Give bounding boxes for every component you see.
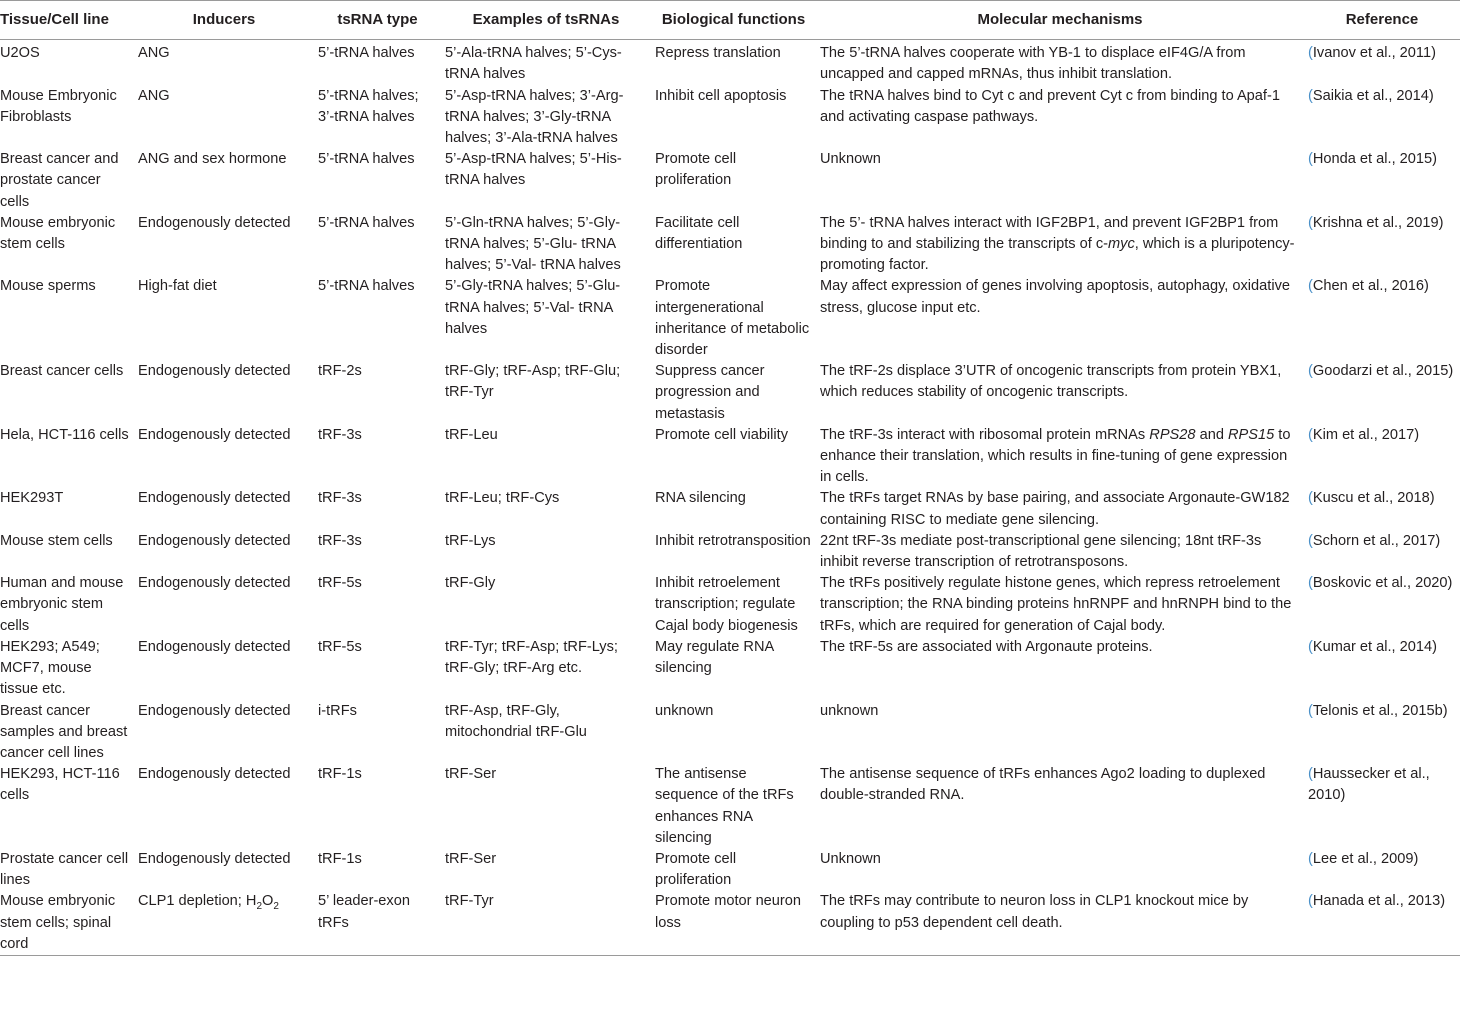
reference-link[interactable]: Kim et al., 2017: [1312, 426, 1415, 443]
table-row: [0, 276, 1460, 361]
cell-examples: tRF-Ser: [445, 766, 497, 783]
cell-inducers: Endogenously detected: [138, 490, 291, 507]
table-row: [0, 488, 1460, 530]
cell-tissue: Mouse embryonic stem cells; spinal cord: [0, 893, 116, 952]
cell-inducers: Endogenously detected: [138, 214, 291, 231]
cell-inducers: High-fat diet: [138, 278, 217, 295]
cell-reference[interactable]: (Telonis et al., 2015b): [1308, 702, 1448, 719]
reference-link[interactable]: Chen et al., 2016: [1312, 278, 1425, 295]
cell-reference[interactable]: (Kim et al., 2017): [1308, 426, 1420, 443]
cell-type: tRF-1s: [318, 850, 362, 867]
cell-inducers: Endogenously detected: [138, 363, 291, 380]
cell-reference[interactable]: (Kumar et al., 2014): [1308, 638, 1438, 655]
cell-type: tRF-1s: [318, 766, 362, 783]
table-row: [0, 701, 1460, 765]
cell-examples: tRF-Tyr: [445, 893, 494, 910]
cell-functions: Suppress cancer progression and metastasis: [655, 363, 765, 422]
cell-tissue: HEK293, HCT-116 cells: [0, 766, 120, 804]
cell-examples: 5’-Gly-tRNA halves; 5’-Glu-tRNA halves; 5’-Val- tRNA halves: [445, 278, 621, 337]
cell-reference[interactable]: (Hanada et al., 2013): [1308, 893, 1446, 910]
cell-reference[interactable]: (Goodarzi et al., 2015): [1308, 363, 1454, 380]
cell-type: tRF-5s: [318, 575, 362, 592]
cell-mechanisms: Unknown: [820, 850, 881, 867]
cell-functions: unknown: [655, 702, 714, 719]
cell-functions: RNA silencing: [655, 490, 746, 507]
cell-functions: Inhibit cell apoptosis: [655, 87, 787, 104]
cell-type: tRF-2s: [318, 363, 362, 380]
cell-type: i-tRFs: [318, 702, 357, 719]
cell-type: 5’-tRNA halves: [318, 151, 415, 168]
reference-link[interactable]: Kuscu et al., 2018: [1312, 490, 1430, 507]
reference-link[interactable]: Telonis et al., 2015b: [1312, 702, 1443, 719]
cell-tissue: Mouse embryonic stem cells: [0, 214, 116, 253]
cell-functions: Inhibit retroelement transcription; regulate Cajal body biogenesis: [655, 575, 798, 634]
cell-examples: tRF-Lys: [445, 532, 496, 549]
cell-tissue: Human and mouse embryonic stem cells: [0, 575, 124, 634]
table-row: [0, 573, 1460, 637]
cell-functions: May regulate RNA silencing: [655, 638, 774, 677]
cell-inducers: Endogenously detected: [138, 532, 291, 549]
reference-link[interactable]: Haussecker et al., 2010: [1308, 766, 1430, 804]
cell-mechanisms: The tRF-2s displace 3’UTR of oncogenic transcripts from protein YBX1, which reduces stability of oncogenic transcripts.: [820, 363, 1282, 401]
reference-link[interactable]: Lee et al., 2009: [1312, 850, 1414, 867]
cell-examples: 5’-Asp-tRNA halves; 5’-His-tRNA halves: [445, 151, 622, 189]
cell-type: tRF-5s: [318, 638, 362, 655]
cell-functions: Promote motor neuron loss: [655, 893, 802, 931]
cell-inducers: Endogenously detected: [138, 850, 291, 867]
cell-inducers: Endogenously detected: [138, 766, 291, 783]
cell-examples: tRF-Gly: [445, 575, 496, 592]
cell-mechanisms: The tRFs positively regulate histone genes, which repress retroelement transcription; the RNA binding proteins hnRNPF and hnRNPH bind to the tRFs, which are required for generation of Cajal body.: [820, 575, 1292, 634]
cell-inducers: CLP1 depletion; $H_2O_2$: [138, 893, 279, 913]
cell-reference[interactable]: (Honda et al., 2015): [1308, 151, 1438, 168]
cell-reference[interactable]: (Saikia et al., 2014): [1308, 87, 1434, 104]
cell-reference[interactable]: (Schorn et al., 2017): [1308, 532, 1441, 549]
table-row: [0, 531, 1460, 573]
cell-tissue: U2OS: [0, 45, 40, 62]
cell-tissue: Mouse stem cells: [0, 532, 113, 549]
cell-examples: 5’-Asp-tRNA halves; 3’-Arg-tRNA halves; 3’-Gly-tRNA halves; 3’-Ala-tRNA halves: [445, 87, 624, 147]
table-row: [0, 637, 1460, 701]
cell-mechanisms: The tRF-5s are associated with Argonaute proteins.: [820, 638, 1153, 655]
cell-reference[interactable]: (Kuscu et al., 2018): [1308, 490, 1435, 507]
table-row: [0, 764, 1460, 849]
cell-type: tRF-3s: [318, 532, 362, 549]
cell-examples: 5’-Gln-tRNA halves; 5’-Gly-tRNA halves; 5’-Glu- tRNA halves; 5’-Val- tRNA halves: [445, 214, 621, 274]
cell-inducers: ANG and sex hormone: [138, 151, 287, 168]
reference-link[interactable]: Goodarzi et al., 2015: [1312, 363, 1449, 380]
cell-mechanisms: The 5’-tRNA halves cooperate with YB-1 to displace eIF4G/A from uncapped and capped mRNAs, thus inhibit translation.: [820, 45, 1246, 83]
table-row: [0, 213, 1460, 277]
table-header-row: [0, 1, 1460, 40]
table-row: [0, 86, 1460, 150]
cell-functions: Facilitate cell differentiation: [655, 214, 743, 253]
cell-examples: 5’-Ala-tRNA halves; 5’-Cys-tRNA halves: [445, 45, 622, 83]
cell-inducers: Endogenously detected: [138, 426, 291, 443]
header-functions: Biological functions: [661, 11, 806, 28]
cell-type: 5’-tRNA halves: [318, 214, 415, 231]
cell-inducers: Endogenously detected: [138, 702, 291, 719]
cell-inducers: ANG: [138, 45, 170, 62]
cell-tissue: Mouse Embryonic Fibroblasts: [0, 87, 117, 125]
cell-mechanisms: The tRFs target RNAs by base pairing, and associate Argonaute-GW182 containing RISC to mediate gene silencing.: [820, 490, 1290, 528]
cell-type: 5’ leader-exon tRFs: [318, 893, 410, 931]
cell-type: 5’-tRNA halves; 3’-tRNA halves: [318, 87, 419, 125]
reference-link[interactable]: Hanada et al., 2013: [1312, 893, 1441, 910]
reference-link[interactable]: Boskovic et al., 2020: [1312, 575, 1448, 592]
cell-functions: Promote intergenerational inheritance of metabolic disorder: [655, 278, 810, 359]
header-tissue: Tissue/Cell line: [0, 11, 109, 28]
cell-inducers: ANG: [138, 87, 170, 104]
cell-functions: Promote cell viability: [655, 426, 789, 443]
cell-examples: tRF-Ser: [445, 850, 497, 867]
reference-link[interactable]: Krishna et al., 2019: [1312, 214, 1439, 231]
cell-tissue: Breast cancer samples and breast cancer cell lines: [0, 702, 128, 761]
cell-tissue: Breast cancer cells: [0, 363, 124, 380]
table-row: [0, 40, 1460, 86]
cell-reference[interactable]: (Krishna et al., 2019): [1308, 214, 1444, 231]
reference-link[interactable]: Kumar et al., 2014: [1312, 638, 1433, 655]
cell-reference[interactable]: (Ivanov et al., 2011): [1308, 45, 1436, 62]
header-inducers: Inducers: [192, 11, 256, 28]
cell-type: 5’-tRNA halves: [318, 278, 415, 295]
cell-examples: tRF-Asp, tRF-Gly, mitochondrial tRF-Glu: [445, 702, 587, 740]
reference-link[interactable]: Saikia et al., 2014: [1312, 87, 1429, 104]
cell-reference[interactable]: (Haussecker et al., 2010): [1308, 766, 1430, 804]
cell-mechanisms: The tRFs may contribute to neuron loss in CLP1 knockout mice by coupling to p53 dependent cell death.: [820, 893, 1249, 931]
cell-reference[interactable]: (Boskovic et al., 2020): [1308, 575, 1453, 592]
table-row: [0, 425, 1460, 489]
cell-tissue: HEK293T: [0, 490, 64, 507]
header-tsrna-type: tsRNA type: [337, 11, 418, 28]
cell-tissue: Mouse sperms: [0, 278, 96, 295]
cell-inducers: Endogenously detected: [138, 638, 291, 655]
cell-mechanisms: The tRNA halves bind to Cyt c and prevent Cyt c from binding to Apaf-1 and activating caspase pathways.: [820, 87, 1280, 125]
cell-tissue: Hela, HCT-116 cells: [0, 426, 129, 443]
table-row: [0, 849, 1460, 891]
cell-examples: tRF-Leu; tRF-Cys: [445, 490, 560, 507]
cell-mechanisms: Unknown: [820, 151, 881, 168]
cell-functions: The antisense sequence of the tRFs enhances RNA silencing: [655, 766, 794, 846]
cell-tissue: Breast cancer and prostate cancer cells: [0, 151, 119, 210]
cell-reference[interactable]: (Chen et al., 2016): [1308, 278, 1429, 295]
reference-link[interactable]: Ivanov et al., 2011: [1312, 45, 1432, 62]
reference-link[interactable]: Honda et al., 2015: [1312, 151, 1433, 168]
cell-type: 5’-tRNA halves: [318, 45, 415, 62]
cell-mechanisms: The antisense sequence of tRFs enhances Ago2 loading to duplexed double-stranded RNA.: [820, 766, 1266, 804]
cell-functions: Promote cell proliferation: [655, 151, 737, 189]
cell-inducers: Endogenously detected: [138, 575, 291, 592]
table-row: [0, 361, 1460, 425]
cell-mechanisms: 22nt tRF-3s mediate post-transcriptional gene silencing; 18nt tRF-3s inhibit reverse transcription of retrotransposons.: [820, 532, 1262, 571]
cell-functions: Promote cell proliferation: [655, 850, 737, 889]
cell-mechanisms: unknown: [820, 702, 879, 719]
cell-examples: tRF-Gly; tRF-Asp; tRF-Glu; tRF-Tyr: [445, 363, 621, 401]
cell-tissue: HEK293; A549; MCF7, mouse tissue etc.: [0, 638, 100, 698]
header-mechanisms: Molecular mechanisms: [977, 11, 1143, 28]
table-row: [0, 891, 1460, 955]
reference-link[interactable]: Schorn et al., 2017: [1312, 532, 1436, 549]
cell-mechanisms: The 5’- tRNA halves interact with IGF2BP1, and prevent IGF2BP1 from binding to and stabilizing the transcripts of c-myc, which is a pluripotency-promoting factor.: [820, 214, 1295, 274]
cell-functions: Inhibit retrotransposition: [655, 532, 811, 549]
cell-mechanisms: The tRF-3s interact with ribosomal protein mRNAs RPS28 and RPS15 to enhance their translation, which results in fine-tuning of gene expression in cells.: [820, 426, 1291, 486]
cell-reference[interactable]: (Lee et al., 2009): [1308, 850, 1419, 867]
cell-mechanisms: May affect expression of genes involving apoptosis, autophagy, oxidative stress, glucose input etc.: [820, 278, 1290, 316]
cell-tissue: Prostate cancer cell lines: [0, 850, 129, 889]
header-examples: Examples of tsRNAs: [472, 11, 620, 28]
header-reference: Reference: [1345, 11, 1419, 28]
cell-functions: Repress translation: [655, 45, 781, 62]
cell-examples: tRF-Tyr; tRF-Asp; tRF-Lys; tRF-Gly; tRF-Arg etc.: [445, 638, 618, 677]
cell-type: tRF-3s: [318, 426, 362, 443]
cell-examples: tRF-Leu: [445, 426, 498, 443]
cell-type: tRF-3s: [318, 490, 362, 507]
table-row: [0, 149, 1460, 213]
